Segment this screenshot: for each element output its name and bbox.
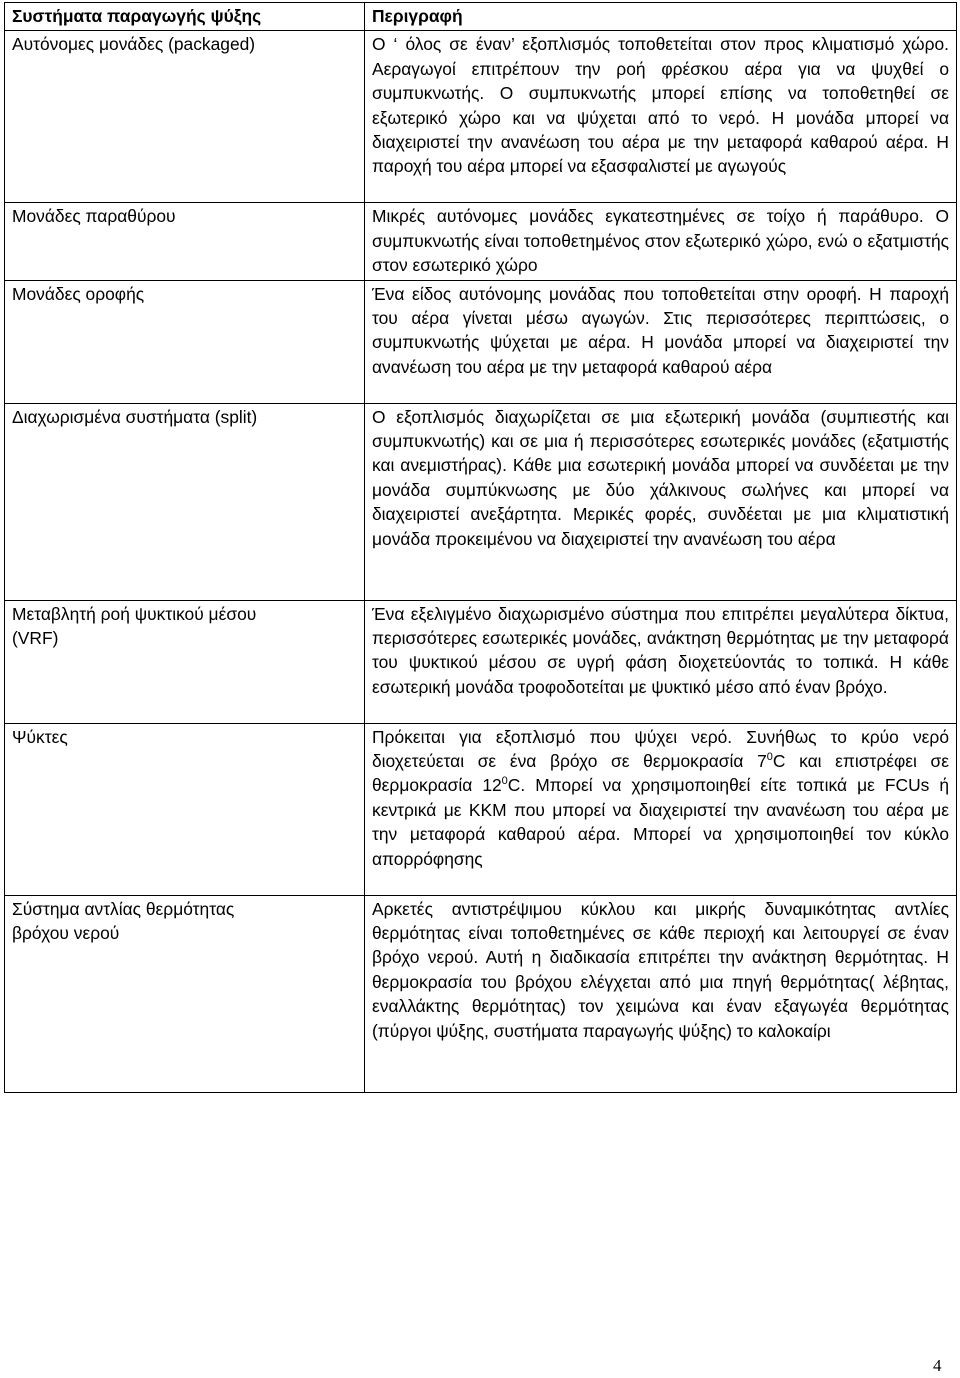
system-description: Μικρές αυτόνομες μονάδες εγκατεστημένες σε τοίχο ή παράθυρο. Ο συμπυκνωτής είναι τοποθετημένος στον εξωτερικό χώρο, ενώ ο εξατμιστής στον εσωτερικό χώρο [365, 203, 957, 280]
system-description: Ένα είδος αυτόνομης μονάδας που τοποθετείται στην οροφή. Η παροχή του αέρα γίνεται μέσω αγωγών. Στις περισσότερες περιπτώσεις, ο συμπυκνωτής ψύχεται με αέρα. Η μονάδα μπορεί να διαχειριστεί την ανανέωση του αέρα με την μεταφορά καθαρού αέρα [365, 280, 957, 403]
header-systems: Συστήματα παραγωγής ψύξης [5, 3, 365, 31]
system-name: Μονάδες οροφής [5, 280, 365, 403]
table-row [5, 403, 957, 600]
system-description: Ο ‘ όλος σε έναν’ εξοπλισμός τοποθετείται στον προς κλιματισμό χώρο. Αεραγωγοί επιτρέπουν την ροή φρέσκου αέρα για να ψυχθεί ο συμπυκνωτής. Ο συμπυκνωτής μπορεί επίσης να τοποθετηθεί σε εξωτερικό χώρο και να ψύχεται από το νερό. Η μονάδα μπορεί να διαχειριστεί την ανανέωση του αέρα με την μεταφορά καθαρού αέρα. Η παροχή του αέρα μπορεί να εξασφαλιστεί με αγωγούς [365, 31, 957, 203]
system-name: Διαχωρισμένα συστήματα (split) [5, 403, 365, 600]
table-row [5, 203, 957, 280]
system-name: Αυτόνομες μονάδες (packaged) [5, 31, 365, 203]
degree-superscript: 0 [766, 751, 773, 764]
system-name: Ψύκτες [5, 723, 365, 895]
system-description: Ένα εξελιγμένο διαχωρισμένο σύστημα που επιτρέπει μεγαλύτερα δίκτυα, περισσότερες εσωτερικές μονάδες, ανάκτηση θερμότητας με την μεταφορά του ψυκτικού μέσου σε υγρή φάση διοχετεύοντάς το τοπικά. Η κάθε εσωτερική μονάδα τροφοδοτείται με ψυκτικό μέσο από έναν βρόχο. [365, 600, 957, 723]
cooling-systems-table [4, 2, 957, 1093]
system-description [365, 723, 957, 895]
system-name: Μεταβλητή ροή ψυκτικού μέσου (VRF) [5, 600, 365, 723]
table-header-row [5, 3, 957, 31]
system-name: Σύστημα αντλίας θερμότητας βρόχου νερού [5, 895, 365, 1092]
description-text: Πρόκειται για εξοπλισμό που ψύχει νερό. Συνήθως το κρύο νερό διοχετεύεται σε ένα βρόχο σε θερμοκρασία 7 [372, 726, 949, 772]
description-text: C. Μπορεί να χρησιμοποιηθεί είτε τοπικά με FCUs ή κεντρικά με ΚΚΜ που μπορεί να διαχειριστεί την ανανέωση του αέρα με την μεταφορά καθαρού αέρα. Μπορεί να χρησιμοποιηθεί τον κύκλο απορρόφησης [372, 775, 950, 869]
header-description: Περιγραφή [365, 3, 957, 31]
system-name: Μονάδες παραθύρου [5, 203, 365, 280]
description-text: C και επιστρέφει σε θερμοκρασία 12 [372, 751, 949, 796]
system-description: Ο εξοπλισμός διαχωρίζεται σε μια εξωτερική μονάδα (συμπιεστής και συμπυκνωτής) και σε μια ή περισσότερες εσωτερικές μονάδες (εξατμιστής και ανεμιστήρας). Κάθε μια εσωτερική μονάδα μπορεί να συνδέεται με την μονάδα συμπύκνωσης με δύο χάλκινους σωλήνες και μπορεί να διαχειριστεί ανεξάρτητα. Μερικές φορές, συνδέεται με μια κλιματιστική μονάδα προκειμένου να διαχειριστεί την ανανέωση του αέρα [365, 403, 957, 600]
table-row [5, 723, 957, 895]
table-row [5, 600, 957, 723]
table-row [5, 895, 957, 1092]
system-description: Αρκετές αντιστρέψιμου κύκλου και μικρής δυναμικότητας αντλίες θερμότητας είναι τοποθετημένες σε κάθε περιοχή και λειτουργεί σε έναν βρόχο νερού. Αυτή η διαδικασία επιτρέπει την ανάκτηση θερμότητας. Η θερμοκρασία του βρόχου ελέγχεται από μια πηγή θερμότητας( λέβητας, εναλλάκτης θερμότητας) τον χειμώνα και έναν εξαγωγέα θερμότητας (πύργοι ψύξης, συστήματα παραγωγής ψύξης) το καλοκαίρι [365, 895, 957, 1092]
degree-superscript: 0 [501, 775, 508, 788]
page-number: 4 [933, 1356, 942, 1375]
table-row [5, 31, 957, 203]
table-row [5, 280, 957, 403]
